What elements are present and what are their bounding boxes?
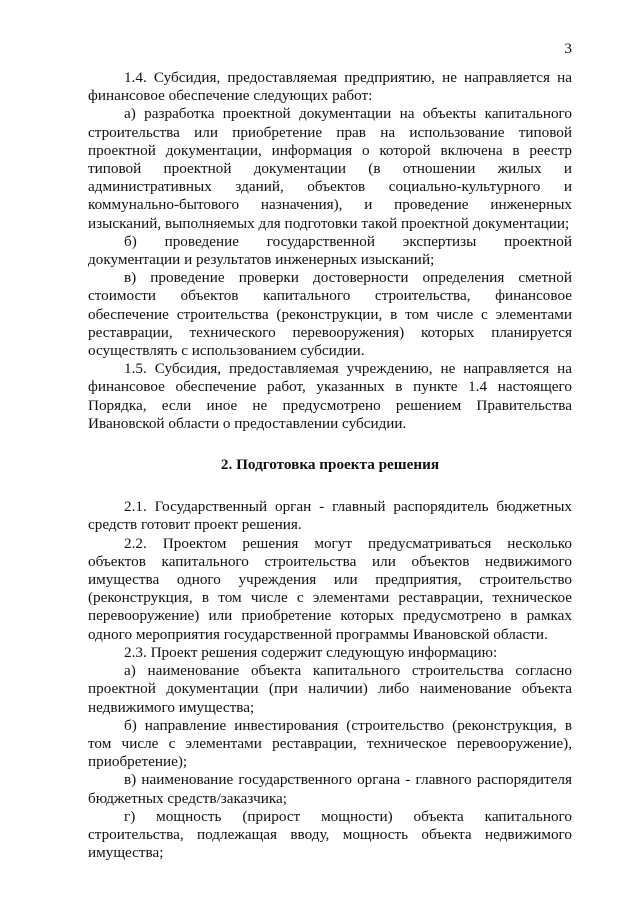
paragraph-2-3-a: а) наименование объекта капитального строительства согласно проектной документации (при наличии) либо наименование объекта недвижимого имущества; <box>88 662 572 716</box>
paragraph-1-4: 1.4. Субсидия, предоставляемая предприятию, не направляется на финансовое обеспечение следующих работ: <box>88 69 572 105</box>
page-number: 3 <box>564 40 572 57</box>
paragraph-1-4-v: в) проведение проверки достоверности определения сметной стоимости объектов капитального строительства, финансовое обеспечение строительства (реконструкции, в том числе с элементами реставрации, технического перевооружения) которых планируется осуществлять с использованием субсидии. <box>88 269 572 360</box>
paragraph-1-4-b: б) проведение государственной экспертизы проектной документации и результатов инженерных изысканий; <box>88 232 572 269</box>
paragraph-1-4-a: а) разработка проектной документации на объекты капитального строительства или приобретение прав на использование типовой проектной документации, информация о которой включена в реестр типовой проектной документации (в отношении жилых и административных зданий, объектов социально-культурного и коммунально-бытового назначения), и проведение инженерных изысканий, выполняемых для подготовки такой проектной документации; <box>88 105 572 232</box>
paragraph-2-2: 2.2. Проектом решения могут предусматриваться несколько объектов капитального строительства или объектов недвижимого имущества одного учреждения или предприятия, строительство (реконструкция, в том числе с элементами реставрации, техническое перевооружение) или приобретение которых предусмотрено в рамках одного мероприятия государственной программы Ивановской области. <box>88 534 572 643</box>
paragraph-2-3-b: б) направление инвестирования (строительство (реконструкция, в том числе с элементами реставрации, техническое перевооружение), приобретение); <box>88 716 572 771</box>
paragraph-2-3: 2.3. Проект решения содержит следующую информацию: <box>124 643 498 661</box>
section-heading: 2. Подготовка проекта решения <box>220 456 440 474</box>
paragraph-2-3-g: г) мощность (прирост мощности) объекта капитального строительства, подлежащая вводу, мощность объекта недвижимого имущества; <box>88 807 572 862</box>
paragraph-1-5: 1.5. Субсидия, предоставляемая учреждению, не направляется на финансовое обеспечение работ, указанных в пункте 1.4 настоящего Порядка, если иное не предусмотрено решением Правительства Ивановской области о предоставлении субсидии. <box>88 360 572 432</box>
document-body <box>88 69 572 862</box>
paragraph-2-3-v: в) наименование государственного органа - главного распорядителя бюджетных средств/заказчика; <box>88 771 572 807</box>
paragraph-2-1: 2.1. Государственный орган - главный распорядитель бюджетных средств готовит проект решения. <box>88 498 572 534</box>
